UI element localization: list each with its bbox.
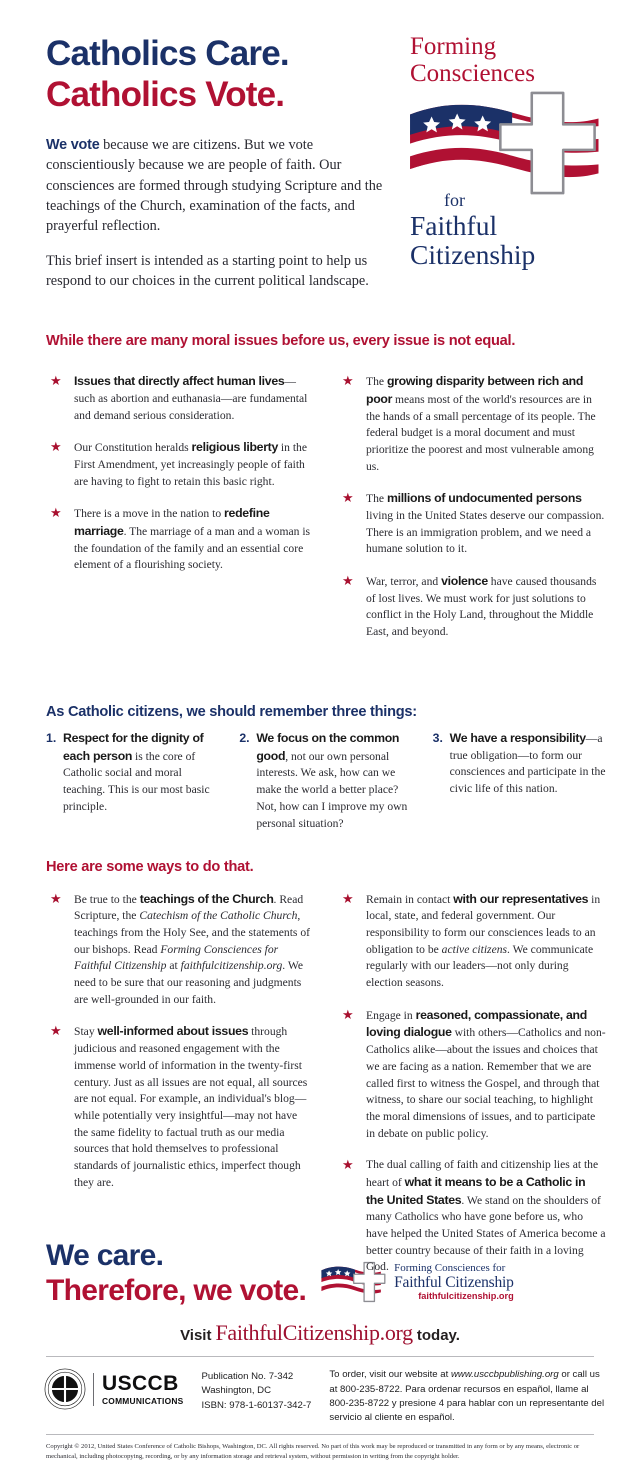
star-icon: ★ [342, 373, 354, 389]
visit-line [0, 1320, 640, 1346]
numbered-item [239, 730, 412, 833]
list-item [46, 439, 314, 490]
section-three-things [0, 656, 640, 833]
bullet-rest: have caused thousands of lost lives. We must work for just solutions to conflict in the Holy Land, throughout the Middle East, and beyond. [366, 575, 597, 639]
bullet-bold: well-informed about issues [97, 1024, 249, 1039]
bullet-pre: Stay [74, 1025, 98, 1039]
flag-cross-art [404, 89, 634, 193]
page-title [46, 34, 396, 116]
header-text-block [46, 34, 396, 305]
intro-paragraph-1 [46, 135, 396, 237]
usccb-department: COMMUNICATIONS [102, 1395, 184, 1406]
closing-line-2: Therefore, we vote. [46, 1273, 307, 1307]
bullet-r2: . We communicate regularly with our leaders—not only during election seasons. [366, 942, 594, 990]
intro-paragraph-1-rest: because we are citizens. But we vote conscientiously because we are people of faith. Our consciences are formed through studying Scripture and the teachings of the Church, examination of the facts, and prayerful reflection. [46, 136, 383, 235]
three-things-columns [46, 730, 606, 833]
order-prefix: To order, visit our website at [329, 1369, 451, 1381]
bullet-rest: . We stand on the shoulders of many Catholics who have gone before us, who have helped the United States of America become a better country because of their faith in a loving God. [366, 1193, 606, 1274]
seal-svg [44, 1368, 86, 1410]
bullet-rest: with others—Catholics and non-Catholics alike—about the issues and choices that we are facing as a nation. Remember that we are called first to witness the Gospel, and through that witness, to share our social teaching, to highlight the moral dimensions of issues, and to participate in debate on public policy. [366, 1026, 606, 1140]
intro-paragraph-2: This brief insert is intended as a starting point to help us respond to our choices in the current political landscape. [46, 252, 369, 289]
item-bold: We have a responsibility [449, 730, 586, 745]
moral-issues-columns [46, 373, 606, 656]
item-rest: , not our own personal interests. We ask, how can we make the world a better place? Not, how can I improve my own personal situation? [256, 749, 408, 830]
flag-cross-icon [404, 89, 634, 197]
bullet-bold: growing disparity between rich and poor [366, 374, 584, 406]
bullet-bold: violence [441, 574, 488, 589]
star-icon: ★ [50, 1023, 62, 1039]
item-rest: —a true obligation—to form our consciences and participate in the civic life of this nation. [449, 731, 606, 796]
logo-line-faithful: Faithful [410, 210, 498, 241]
moral-issues-left-column [46, 373, 314, 656]
bullet-bold: what it means to be a Catholic in the United States [366, 1175, 586, 1207]
copyright-text: Copyright © 2012, United States Conference of Catholic Bishops, Washington, DC. All rights reserved. No part of this work may be reproduced or transmitted in any form or by any means, electronic or mechanical, including photocopying, recording, or by any information storage and retrieval system, without permission in writing from the copyright holder. [46, 1442, 580, 1460]
ways-left-list [46, 891, 314, 1192]
item-number: 2. [239, 730, 250, 745]
item-bold: Respect for the dignity of each person [63, 730, 204, 763]
publication-info [202, 1368, 312, 1413]
list-item [338, 573, 606, 641]
ways-columns [46, 891, 606, 1292]
header [0, 0, 640, 305]
bullet-bold: redefine marriage [74, 506, 270, 538]
visit-suffix: today. [416, 1327, 460, 1345]
list-item [338, 373, 606, 475]
moral-issues-right-column [338, 373, 606, 656]
ways-right-column [338, 891, 606, 1292]
list-item [46, 1023, 314, 1191]
star-icon: ★ [50, 439, 62, 455]
bullet-pre: Be true to the [74, 892, 140, 906]
bullet-bold: millions of undocumented persons [386, 491, 582, 506]
closing-headline-block [46, 1239, 306, 1308]
logo-line-forming: Forming [410, 33, 497, 60]
usccb-name: USCCB [102, 1371, 179, 1395]
bullet-rest: —such as abortion and euthanasia—are fundamental and demand serious consideration. [74, 375, 308, 422]
moral-issues-heading: While there are many moral issues before us, every issue is not equal. [46, 333, 516, 350]
bullet-italic-forming: Forming Consciences for Faithful Citizenship [74, 942, 279, 973]
moral-issues-right-list [338, 373, 606, 641]
item-number: 1. [46, 730, 57, 745]
publication-city: Washington, DC [201, 1385, 272, 1397]
section-ways [0, 833, 640, 1292]
star-icon: ★ [342, 490, 354, 506]
three-things-heading: As Catholic citizens, we should remember three things: [46, 703, 417, 720]
order-suffix: or call us at 800-235-8722. Para ordenar recursos en español, llame al 800-235-8722 y presione 4 para hablar con un representante del servicio al cliente en español. [329, 1369, 605, 1424]
star-icon: ★ [50, 505, 62, 521]
bullet-rest: . The marriage of a man and a woman is the foundation of the family and an essential core element of a flourishing society. [74, 524, 311, 572]
bullet-italic-catechism: Catechism of the Catholic Church [139, 909, 298, 923]
list-item [338, 490, 606, 558]
publication-isbn: ISBN: 978-1-60137-342-7 [201, 1399, 312, 1411]
logo-forming-consciences [404, 34, 634, 87]
bullet-bold: reasoned, compassionate, and loving dialogue [366, 1007, 587, 1040]
bullet-pre: There is a move in the nation to [74, 507, 225, 521]
bullet-r1: in local, state, and federal government. Our responsibility to form our consciences leads to an obligation to be [366, 892, 601, 956]
list-item [338, 891, 606, 992]
item-number: 3. [432, 730, 443, 745]
bullet-italic-active-citizens: active citizens [441, 942, 508, 956]
logo-line-consciences: Consciences [410, 59, 535, 87]
visit-url[interactable]: FaithfulCitizenship.org [215, 1320, 413, 1346]
bullet-r2: , teachings from the Holy See, and the statements of our bishops. Read [74, 909, 310, 956]
headline-line-2: Catholics Vote. [46, 74, 285, 114]
faithful-citizenship-logo [396, 34, 634, 270]
small-logo-line-1: Forming Consciences for [394, 1261, 506, 1274]
closing-headline [46, 1239, 306, 1308]
bullet-r3: at [166, 959, 181, 973]
visit-prefix: Visit [180, 1327, 212, 1345]
logo-for: for [444, 190, 465, 210]
ways-heading: Here are some ways to do that. [46, 858, 254, 875]
cross-icon [500, 93, 594, 193]
footer [0, 1357, 640, 1426]
numbered-item [46, 730, 219, 833]
usccb-wordmark [93, 1373, 184, 1406]
list-item [338, 1157, 606, 1276]
small-logo-url: faithfulcitizenship.org [418, 1290, 514, 1301]
order-url[interactable]: www.usccbpublishing.org [450, 1369, 559, 1381]
bullet-italic-url: faithfulcitizenship.org [180, 959, 283, 973]
closing-line-1: We care. [46, 1239, 164, 1273]
list-item [46, 505, 314, 574]
headline-line-1: Catholics Care. [46, 34, 289, 73]
bullet-pre: The [366, 492, 387, 506]
usccb-seal-icon [44, 1368, 86, 1410]
list-item [46, 891, 314, 1009]
item-rest: is the core of Catholic social and moral teaching. This is our most basic principle. [63, 749, 210, 814]
bullet-rest: means most of the world's resources are in the hands of a small percentage of its people. The federal budget is a moral document and must prioritize the poorest and most vulnerable among us. [366, 392, 596, 473]
bullet-bold: with our representatives [453, 891, 589, 906]
bullet-r4: . We need to be sure that our reasoning and judgments are well-grounded in our faith. [74, 959, 304, 1006]
numbered-item [433, 730, 606, 833]
section-moral-issues [0, 305, 640, 656]
bullet-pre: Our Constitution heralds [74, 441, 192, 455]
star-icon: ★ [50, 890, 62, 906]
order-info [329, 1368, 608, 1426]
bullet-rest: in the First Amendment, yet increasingly people of faith are having to fight to retain this basic right. [74, 441, 307, 488]
copyright-divider [46, 1434, 594, 1435]
bullet-rest: through judicious and reasoned engagement with the immense world of information in the twenty-first century. Just as all issues are not equal, all sources are not equal. For example, an individual's blog—while potentially very insightful—may not have the same fidelity to factual truth as our media sources that hold themselves to professional standards of journalistic ethics, imperfect though they are. [74, 1025, 308, 1189]
bullet-pre: Remain in contact [366, 892, 454, 906]
bullet-bold: Issues that directly affect human lives [74, 374, 285, 389]
bullet-pre: Engage in [366, 1008, 416, 1022]
logo-faithful-citizenship [404, 211, 634, 270]
publication-number: Publication No. 7-342 [201, 1371, 294, 1383]
moral-issues-left-list [46, 373, 314, 574]
logo-line-citizenship: Citizenship [410, 239, 536, 271]
ways-right-list [338, 891, 606, 1277]
list-item [46, 373, 314, 424]
small-logo-line-2: Faithful Citizenship [394, 1273, 514, 1291]
ways-left-column [46, 891, 314, 1292]
star-icon: ★ [342, 1157, 354, 1173]
star-icon: ★ [342, 890, 354, 906]
bullet-pre: The dual calling of faith and citizenship lies at the heart of [366, 1158, 599, 1189]
item-bold: We focus on the common good [256, 730, 400, 763]
usccb-logo [44, 1368, 184, 1410]
list-item [338, 1007, 606, 1143]
bullet-pre: The [366, 375, 387, 389]
bullet-r1: . Read Scripture, the [74, 892, 304, 923]
bullet-bold: teachings of the Church [139, 891, 274, 906]
star-icon: ★ [342, 573, 354, 589]
intro-text [46, 135, 396, 291]
bullet-bold: religious liberty [191, 440, 279, 455]
star-icon: ★ [342, 1006, 354, 1022]
bullet-rest: living in the United States deserve our compassion. There is an immigration problem, and we need a humane solution to it. [366, 508, 605, 556]
intro-lead: We vote [46, 136, 100, 153]
star-icon: ★ [50, 373, 62, 389]
bullet-pre: War, terror, and [366, 575, 442, 589]
